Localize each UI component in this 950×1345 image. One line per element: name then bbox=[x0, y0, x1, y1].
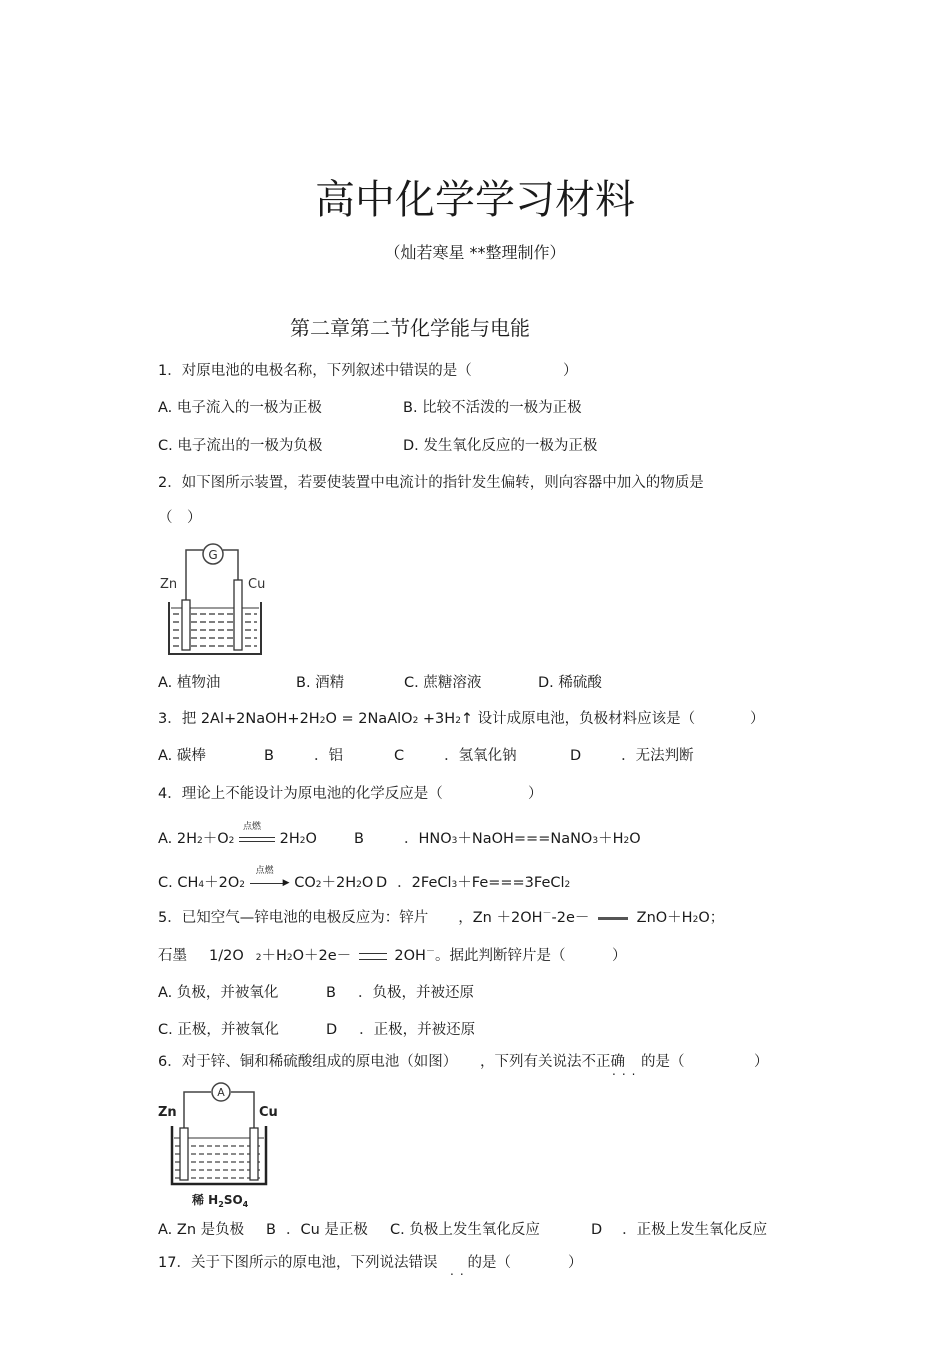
q6-option-c: C. 负极上发生氧化反应 bbox=[390, 1222, 540, 1238]
q5-option-d: D ．正极，并被还原 bbox=[326, 1022, 476, 1038]
zn-electrode bbox=[182, 600, 190, 650]
q1-stem: 1．对原电池的电极名称，下列叙述中错误的是（ bbox=[158, 363, 472, 379]
zn-label: Zn bbox=[160, 577, 178, 592]
cu-label: Cu bbox=[248, 577, 266, 592]
q4-stem: 4．理论上不能设计为原电池的化学反应是（ bbox=[158, 786, 443, 802]
q6-emphasis-dots: ... bbox=[612, 1064, 642, 1078]
chapter-heading: 第二章第二节化学能与电能 bbox=[290, 316, 530, 340]
q2-galvanic-cell-figure bbox=[155, 538, 275, 660]
q6-galvanic-cell-figure bbox=[155, 1080, 285, 1210]
electrolyte-label: 稀 $H_2SO_4$ bbox=[192, 1193, 249, 1209]
page-subtitle: （灿若寒星 **整理制作） bbox=[384, 243, 566, 262]
q3-option-c: C ．氢氧化钠 bbox=[394, 748, 517, 764]
q5-option-a: A. 负极，并被氧化 bbox=[158, 985, 279, 1001]
cu-label: Cu bbox=[259, 1105, 278, 1120]
q5-option-c: C. 正极，并被氧化 bbox=[158, 1022, 279, 1038]
q17-stem: 17．关于下图所示的原电池，下列说法错误 的是（ bbox=[158, 1255, 511, 1271]
q5-paren-close: ） bbox=[612, 948, 627, 964]
q3-paren-close: ） bbox=[750, 711, 765, 727]
q3-option-b: B ．铝 bbox=[264, 748, 343, 764]
q4-a-reaction-arrow: 点燃 bbox=[239, 832, 275, 846]
q2-option-a: A. 植物油 bbox=[158, 675, 221, 691]
q3-stem: 3．把 2Al+2NaOH+2H2O = 2NaAlO2 +3H2↑ 设计成原电池，负极材料应该是（ bbox=[158, 711, 696, 727]
q17-paren-close: ） bbox=[568, 1255, 583, 1271]
q1-option-b: B. 比较不活泼的一极为正极 bbox=[403, 400, 582, 416]
q1-option-a: A. 电子流入的一极为正极 bbox=[158, 400, 322, 416]
q1-paren-close: ） bbox=[563, 363, 578, 379]
ammeter-label: A bbox=[217, 1086, 225, 1099]
q3-option-d: D ．无法判断 bbox=[570, 748, 694, 764]
cu-electrode bbox=[250, 1128, 258, 1180]
q2-option-b: B. 酒精 bbox=[296, 675, 345, 691]
q6-stem: 6．对于锌、铜和稀硫酸组成的原电池（如图） ，下列有关说法不正确 的是（ bbox=[158, 1054, 685, 1070]
q3-option-a: A. 碳棒 bbox=[158, 748, 206, 764]
q4-option-b: B ．HNO3＋NaOH===NaNO3＋H2O bbox=[354, 831, 641, 847]
q2-option-c: C. 蔗糖溶液 bbox=[404, 675, 482, 691]
q5-line2: 石墨 1/2O 2＋H2O＋2e－ 2OH－。据此判断锌片是（ bbox=[158, 947, 566, 964]
q4-c-reaction-arrow: 点燃 ▶ bbox=[250, 876, 290, 890]
q5-option-b: B ．负极，并被还原 bbox=[326, 985, 474, 1001]
q2-paren: （ ） bbox=[158, 510, 202, 526]
q1-option-d: D. 发生氧化反应的一极为正极 bbox=[403, 438, 598, 454]
q17-emphasis-dots: .. bbox=[450, 1264, 470, 1278]
zn-label: Zn bbox=[158, 1105, 177, 1120]
q2-option-d: D. 稀硫酸 bbox=[538, 675, 602, 691]
zn-electrode bbox=[180, 1128, 188, 1180]
q4-option-d: D ．2FeCl3＋Fe===3FeCl2 bbox=[376, 875, 571, 891]
q5-stem: 5．已知空气—锌电池的电极反应为：锌片 ，Zn ＋2OH－-2e－ ZnO＋H2O； bbox=[158, 909, 725, 926]
q6-option-a: A. Zn 是负极 bbox=[158, 1222, 245, 1238]
q1-option-c: C. 电子流出的一极为负极 bbox=[158, 438, 323, 454]
galvanometer-label: G bbox=[208, 548, 218, 562]
q4-paren-close: ） bbox=[528, 786, 543, 802]
q6-paren-close: ） bbox=[754, 1054, 769, 1070]
page-title: 高中化学学习材料 bbox=[315, 177, 635, 223]
cu-electrode bbox=[234, 580, 242, 650]
q6-option-d: D ．正极上发生氧化反应 bbox=[591, 1222, 768, 1238]
q4-option-a: A. 2H2＋O2 点燃 2H2O bbox=[158, 822, 317, 847]
q4-option-c: C. CH4＋2O2 点燃 ▶ CO2＋2H2O bbox=[158, 866, 374, 891]
q6-option-b: B ．Cu 是正极 bbox=[266, 1222, 368, 1238]
q2-stem: 2．如下图所示装置，若要使装置中电流计的指针发生偏转，则向容器中加入的物质是 bbox=[158, 475, 704, 491]
